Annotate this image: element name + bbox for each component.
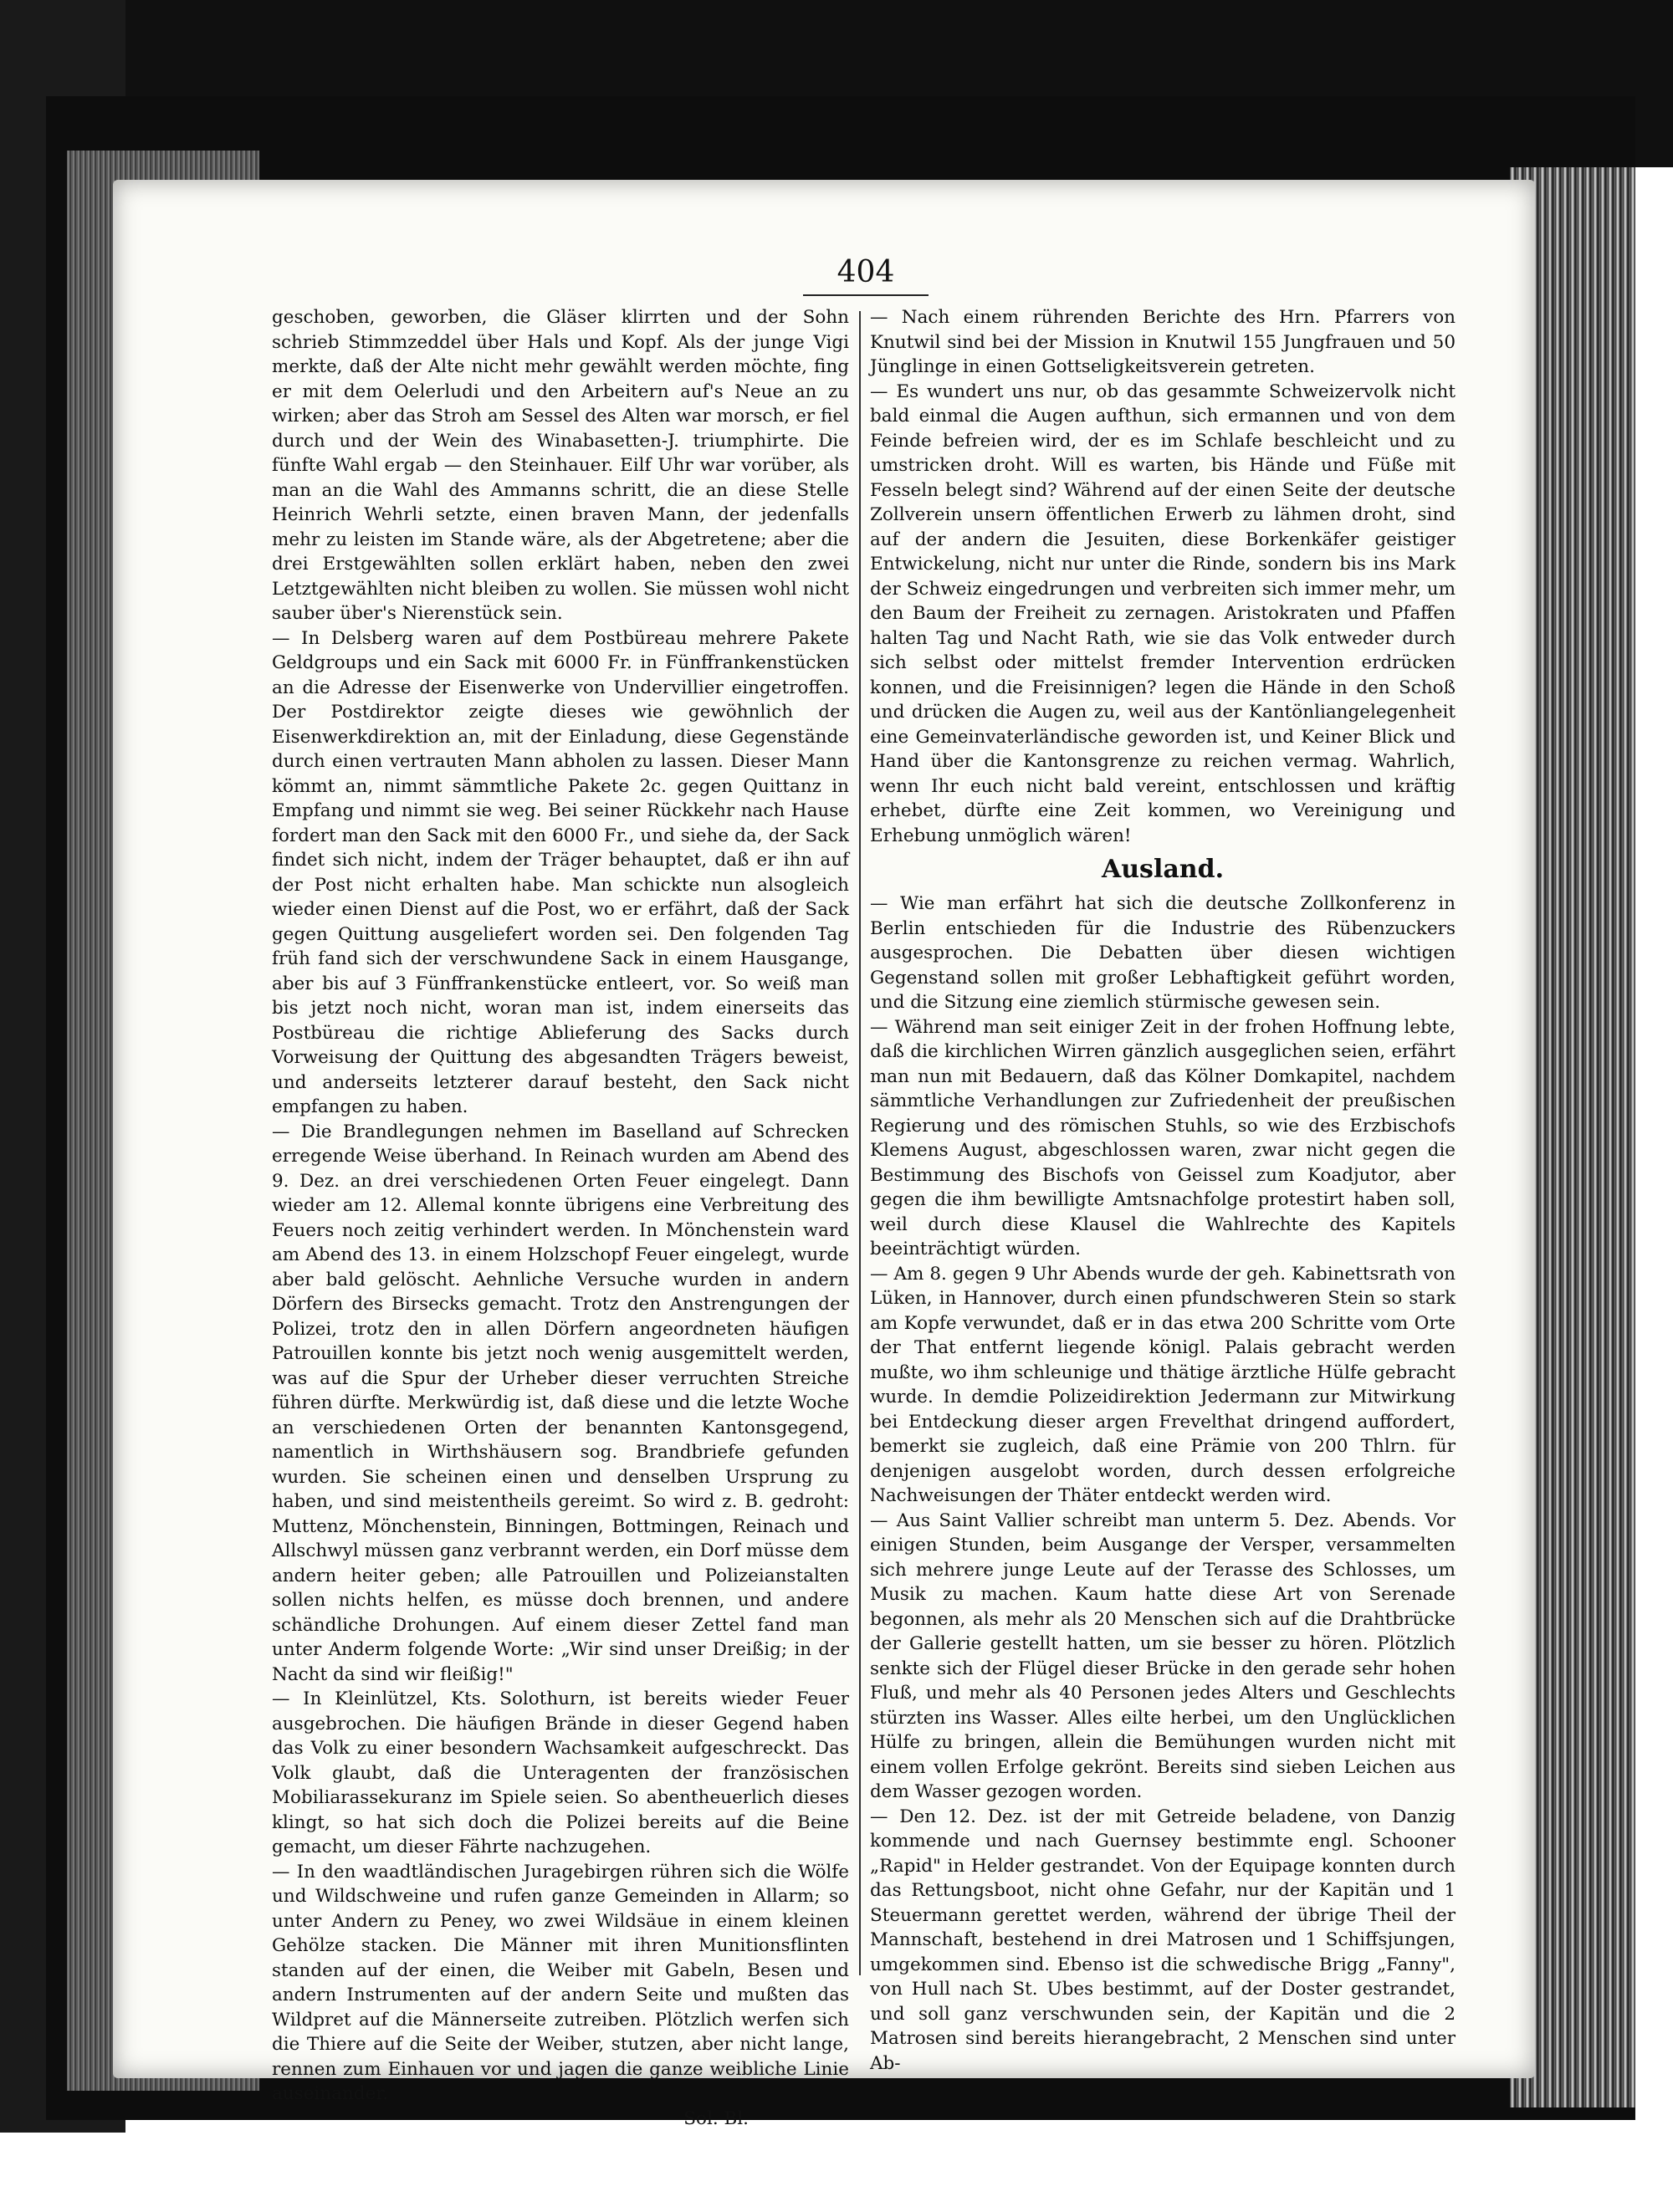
page-number: 404 — [836, 255, 895, 289]
source-signature: Sol. Bl. — [683, 2107, 749, 2129]
page-number-rule — [803, 294, 929, 296]
article-paragraph: — In Delsberg waren auf dem Postbüreau mehrere Pakete Geldgroups und ein Sack mit 6000 Fr. in Fünffrankenstücken an die Adresse der Eisenwerke von Undervillier eingetroffen. Der Postdirektor zeigte dieses wie gewöhnlich der Eisenwerkdirektion an, mit der Einladung, diese Gegenstände durch einen vertrauten Mann abholen zu lassen. Dieser Mann kömmt an, nimmt sämmtliche Pakete 2c. gegen Quittanz in Empfang und nimmt sie weg. Bei seiner Rückkehr nach Hause fordert man den Sack mit den 6000 Fr., und siehe da, der Sack findet sich nicht, indem der Träger behauptet, daß er ihn auf der Post nicht erhalten habe. Man schickte nun alsogleich wieder einen Dienst auf die Post, wo er erfährt, daß der Sack gegen Quittung ausgeliefert worden sei. Den folgenden Tag früh fand sich der verschwundene Sack in einem Hausgange, aber bis auf 3 Fünffrankenstücke entleert, vor. So weiß man bis jetzt noch nicht, woran man ist, indem einerseits das Postbüreau die richtige Ablieferung des Sacks durch Vorweisung der Quittung des abgesandten Trägers beweist, und anderseits letzterer darauf besteht, den Sack nicht empfangen zu haben. — [272, 627, 849, 1117]
article-paragraph: — Es wundert uns nur, ob das gesammte Schweizervolk nicht bald einmal die Augen aufthun, sich ermannen und von dem Feinde befreien wird, der es im Schlafe beschleicht und zu umstricken droht. Will es warten, bis Hände und Füße mit Fesseln belegt sind? Während auf der einen Seite der deutsche Zollverein unsern öffentlichen Erwerb zu lähmen droht, sind auf der andern die Jesuiten, diese Borkenkäfer geistiger Entwickelung, nicht nur unter die Rinde, sondern bis ins Mark der Schweiz eingedrungen und verbreiten sich immer mehr, um den Baum der Freiheit zu zernagen. Aristokraten und Pfaffen halten Tag und Nacht Rath, wie sie das Volk entweder durch sich selbst oder mittelst fremder Intervention erdrücken konnen, und die Freisinnigen? legen die Hände in den Schoß und drücken die Augen zu, weil aus der Kantönliangelegenheit eine Gemeinvaterländische geworden ist, und Keiner Blick und Hand über die Kantonsgrenze zu reichen vermag. Wahrlich, wenn Ihr euch nicht bald vereint, entschlossen und kräftig erhebet, dürfte eine Zeit kommen, wo Vereinigung und Erhebung unmöglich wären! — [870, 381, 1456, 846]
article-paragraph: — Den 12. Dez. ist der mit Getreide beladene, von Danzig kommende und nach Guernsey bestimmte engl. Schooner „Rapid" in Helder gestrandet. Von der Equipage konnten durch das Rettungsboot, nicht ohne Gefahr, nur der Kapitän und 1 Steuermann gerettet werden, während der übrige Theil der Mannschaft, bestehend in drei Matrosen und 1 Schiffsjungen, umgekommen sind. Ebenso ist die schwedische Brigg „Fanny", von Hull nach St. Ubes bestimmt, auf der Doster gestrandet, und soll ganz verschwunden sein, der Kapitän und die 2 Matrosen sind bereits hierangebracht, 2 Menschen sind unter Ab- — [870, 1806, 1456, 2074]
left-column — [272, 305, 849, 2131]
section-heading: Ausland. — [1101, 855, 1225, 884]
article-paragraph: — Nach einem rührenden Berichte des Hrn. Pfarrers von Knutwil sind bei der Mission in Knutwil 155 Jungfrauen und 50 Jünglinge in einen Gottseligkeitsverein getreten. — [870, 307, 1456, 377]
column-divider — [859, 311, 861, 1975]
article-paragraph: — Am 8. gegen 9 Uhr Abends wurde der geh. Kabinettsrath von Lüken, in Hannover, durch einen pfundschweren Stein so stark am Kopfe verwundet, daß er in das etwa 200 Schritte vom Orte der That entfernt liegende königl. Palais gebracht werden mußte, wo ihm schleunige und thätige ärztliche Hülfe gebracht wurde. In demdie Polizeidirektion Jedermann zur Mitwirkung bei Entdeckung dieser argen Frevelthat dringend auffordert, bemerkt sie zugleich, daß eine Prämie von 200 Thlrn. für denjenigen ausgelobt worden, durch dessen erfolgreiche Nachweisungen der Thäter entdeckt werden wird. — [870, 1263, 1456, 1506]
article-paragraph: — Aus Saint Vallier schreibt man unterm 5. Dez. Abends. Vor einigen Stunden, beim Ausgange der Versper, versammelten sich mehrere junge Leute auf der Terasse des Schlosses, um Musik zu machen. Kaum hatte diese Art von Serenade begonnen, als mehr als 20 Menschen sich auf die Drahtbrücke der Gallerie gestellt hatten, um sie besser zu hören. Plötzlich senkte sich der Flügel dieser Brücke in den gerade sehr hohen Fluß, und mehr als 40 Personen jedes Alters und Geschlechts stürzten ins Wasser. Alles eilte herbei, um den Unglücklichen Hülfe zu bringen, allein die Bemühungen wurden nicht mit einem vollen Erfolge gekrönt. Bereits sind sieben Leichen aus dem Wasser gezogen worden. — [870, 1510, 1456, 1802]
article-paragraph: — In Kleinlützel, Kts. Solothurn, ist bereits wieder Feuer ausgebrochen. Die häufigen Brände in dieser Gegend haben das Volk zu einer besondern Wachsamkeit aufgeschreckt. Das Volk glaubt, daß die Unteragenten der französischen Mobiliarassekuranz im Spiele seien. So abentheuerlich dieses klingt, so hat sich doch die Polizei bereits auf die Beine gemacht, um dieser Fährte nachzugehen. — [272, 1688, 849, 1857]
article-paragraph: geschoben, geworben, die Gläser klirrten und der Sohn schrieb Stimmzeddel über Hals und Kopf. Als der junge Vigi merkte, daß der Alte nicht mehr gewählt werden möchte, fing er mit dem Oelerludi und den Arbeitern auf's Neue an zu wirken; aber das Stroh am Sessel des Alten war morsch, er fiel durch und der Wein des Winabasetten-J. triumphirte. Die fünfte Wahl ergab — den Steinhauer. Eilf Uhr war vorüber, als man an die Wahl des Ammanns schritt, die an diese Stelle Heinrich Wehrli setzte, einen braven Mann, der jedenfalls mehr zu leisten im Stande wäre, als der Abgetretene; aber die drei Erstgewählten sollen erklärt haben, neben den zwei Letztgewählten nicht bleiben zu wollen. Sie müssen wohl nicht sauber über's Nierenstück sein. — [272, 307, 849, 624]
scan-background-bottom — [0, 2133, 1673, 2212]
article-paragraph: — Während man seit einiger Zeit in der frohen Hoffnung lebte, daß die kirchlichen Wirren gänzlich ausgeglichen seien, erfährt man nun mit Bedauern, daß das Kölner Domkapitel, nachdem sämmtliche Verhandlungen zur Zufriedenheit der preußischen Regierung und des römischen Stuhls, so wie des Erzbischofs Klemens August, abgeschlossen waren, zwar nicht gegen die Bestimmung des Bischofs von Geissel zum Koadjutor, aber gegen die ihm bewilligte Amtsnachfolge protestirt haben soll, weil durch diese Klausel die Wahlrechte des Kapitels beeinträchtigt würden. — [870, 1016, 1456, 1259]
article-paragraph: — In den waadtländischen Juragebirgen rühren sich die Wölfe und Wildschweine und rufen ganze Gemeinden in Allarm; so unter Andern zu Peney, wo zwei Wildsäue in einem kleinen Gehölze stacken. Die Männer mit ihren Munitionsflinten standen auf der einen, die Weiber mit Gabeln, Besen und andern Instrumenten auf der andern Seite und mußten das Wildpret auf die Männerseite zutreiben. Plötzlich werfen sich die Thiere auf die Seite der Weiber, stutzen, aber nicht lange, rennen zum Einhauen vor und jagen die ganze weibliche Linie auseinander. — [272, 1861, 849, 2104]
right-column — [870, 305, 1456, 2076]
article-paragraph: — Die Brandlegungen nehmen im Baselland auf Schrecken erregende Weise überhand. In Reinach wurden am Abend des 9. Dez. an drei verschiedenen Orten Feuer eingelegt. Dann wieder am 12. Allemal konnte übrigens eine Verbreitung des Feuers noch zeitig verhindert werden. In Mönchenstein ward am Abend des 13. in einem Holzschopf Feuer eingelegt, wurde aber bald gelöscht. Aehnliche Versuche wurden in andern Dörfern des Birsecks gemacht. Trotz den Anstrengungen der Polizei, trotz den in allen Dörfern angeordneten häufigen Patrouillen konnte bis jetzt noch wenig ausgemittelt werden, was auf die Spur der Urheber dieser verruchten Streiche führen dürfte. Merkwürdig ist, daß diese und die letzte Woche an verschiedenen Orten der benannten Kantonsgegend, namentlich in Wirthshäusern sog. Brandbriefe gefunden wurden. Sie scheinen einen und denselben Ursprung zu haben, und sind meistentheils gereimt. So wird z. B. gedroht: Muttenz, Mönchenstein, Binningen, Bottmingen, Reinach und Allschwyl müssen ganz verbrannt werden, ein Dorf müsse dem andern heiter geben; alle Patrouillen und Polizeianstalten sollen nichts helfen, es müsse doch brennen, und andere schändliche Drohungen. Auf einem dieser Zettel fand man unter Anderm folgende Worte: „Wir sind unser Dreißig; in der Nacht da sind wir fleißig!" — [272, 1121, 849, 1685]
article-paragraph: — Wie man erfährt hat sich die deutsche Zollkonferenz in Berlin entschieden für die Industrie des Rübenzuckers ausgesprochen. Die Debatten über diesen wichtigen Gegenstand sollen mit großer Lebhaftigkeit geführt worden, und die Sitzung eine ziemlich stürmische gewesen sein. — [870, 893, 1456, 1013]
